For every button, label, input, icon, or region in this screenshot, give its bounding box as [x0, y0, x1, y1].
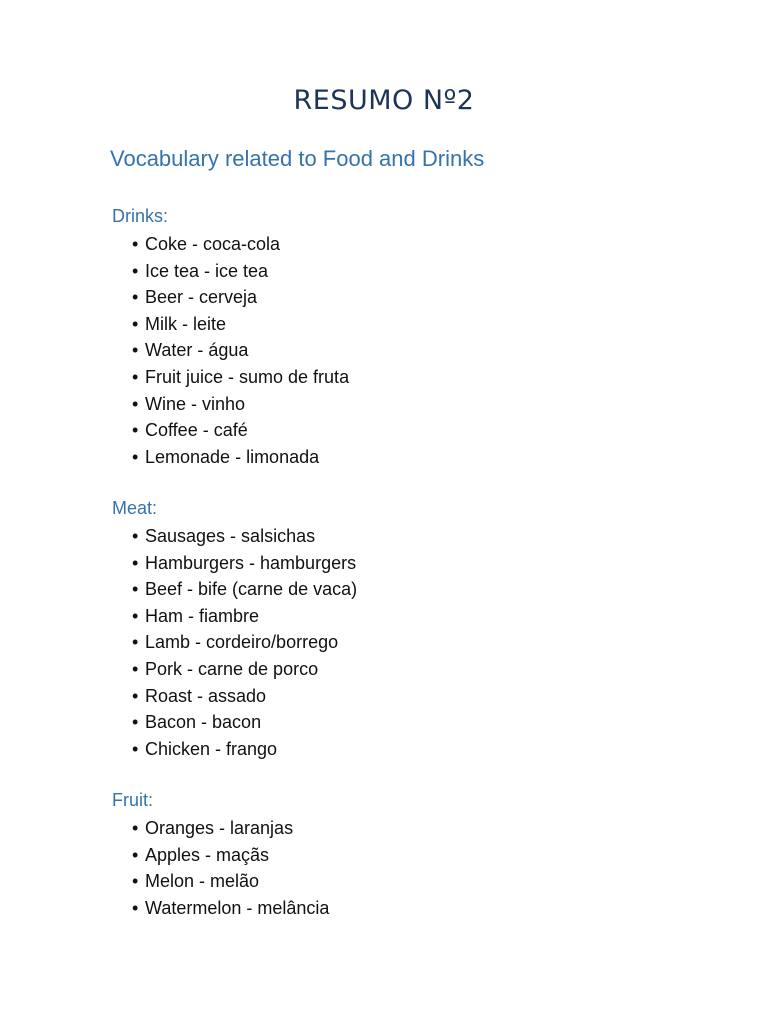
list-item-text: Beef - bife (carne de vaca) — [145, 579, 358, 600]
list-item — [132, 683, 357, 710]
section-drinks — [112, 203, 349, 470]
bullet-icon: • — [132, 552, 139, 573]
bullet-icon: • — [132, 313, 139, 334]
list-item — [132, 337, 349, 364]
list-item — [132, 736, 357, 763]
vocabulary-list — [112, 231, 349, 470]
section-meat — [112, 495, 357, 762]
list-item-text: Beer - cerveja — [145, 287, 258, 308]
list-item — [132, 444, 349, 471]
list-item-text: Wine - vinho — [145, 393, 246, 414]
list-item-text: Pork - carne de porco — [145, 658, 319, 679]
list-item-text: Bacon - bacon — [145, 712, 262, 733]
list-item-text: Milk - leite — [145, 313, 227, 334]
vocabulary-list — [112, 815, 329, 921]
list-item-text: Coffee - café — [145, 420, 248, 441]
bullet-icon: • — [132, 393, 139, 414]
page-title: RESUMO Nº2 — [293, 85, 475, 116]
list-item-text: Watermelon - melância — [145, 897, 330, 918]
list-item — [132, 603, 357, 630]
bullet-icon: • — [132, 340, 139, 361]
bullet-icon: • — [132, 420, 139, 441]
bullet-icon: • — [132, 897, 139, 918]
list-item — [132, 895, 329, 922]
list-item — [132, 391, 349, 418]
bullet-icon: • — [132, 526, 139, 546]
section-heading: Fruit: — [112, 790, 154, 810]
list-item — [132, 523, 357, 550]
list-item-text: Lemonade - limonada — [145, 446, 320, 467]
list-item — [132, 417, 349, 444]
bullet-icon: • — [132, 287, 139, 308]
list-item — [132, 656, 357, 683]
list-item — [132, 709, 357, 736]
bullet-icon: • — [132, 605, 139, 626]
list-item-text: Lamb - cordeiro/borrego — [145, 632, 339, 653]
list-item — [132, 550, 357, 577]
bullet-icon: • — [132, 871, 139, 892]
bullet-icon: • — [132, 738, 139, 759]
list-item-text: Melon - melão — [145, 871, 260, 892]
list-item — [132, 842, 329, 869]
bullet-icon: • — [132, 234, 139, 254]
list-item — [132, 629, 357, 656]
list-item-text: Hamburgers - hamburgers — [145, 552, 357, 573]
list-item-text: Chicken - frango — [145, 738, 278, 759]
list-item-text: Roast - assado — [145, 685, 267, 706]
bullet-icon: • — [132, 366, 139, 387]
bullet-icon: • — [132, 712, 139, 733]
bullet-icon: • — [132, 579, 139, 600]
section-heading: Drinks: — [112, 206, 169, 226]
bullet-icon: • — [132, 818, 139, 838]
list-item-text: Oranges - laranjas — [145, 818, 294, 838]
list-item — [132, 364, 349, 391]
list-item-text: Ice tea - ice tea — [145, 260, 269, 281]
list-item — [132, 868, 329, 895]
list-item-text: Ham - fiambre — [145, 605, 260, 626]
list-item — [132, 284, 349, 311]
section-fruit — [112, 787, 329, 921]
list-item-text: Apples - maçãs — [145, 844, 270, 865]
list-item — [132, 576, 357, 603]
list-item-text: Water - água — [145, 340, 249, 361]
bullet-icon: • — [132, 632, 139, 653]
bullet-icon: • — [132, 260, 139, 281]
list-item-text: Sausages - salsichas — [145, 526, 316, 546]
list-item — [132, 311, 349, 338]
list-item-text: Fruit juice - sumo de fruta — [145, 366, 350, 387]
list-item — [132, 231, 349, 258]
page-subtitle: Vocabulary related to Food and Drinks — [110, 146, 485, 171]
bullet-icon: • — [132, 844, 139, 865]
bullet-icon: • — [132, 658, 139, 679]
list-item — [132, 815, 329, 842]
list-item — [132, 258, 349, 285]
list-item-text: Coke - coca-cola — [145, 234, 281, 254]
bullet-icon: • — [132, 446, 139, 467]
bullet-icon: • — [132, 685, 139, 706]
vocabulary-list — [112, 523, 357, 762]
section-heading: Meat: — [112, 498, 158, 518]
